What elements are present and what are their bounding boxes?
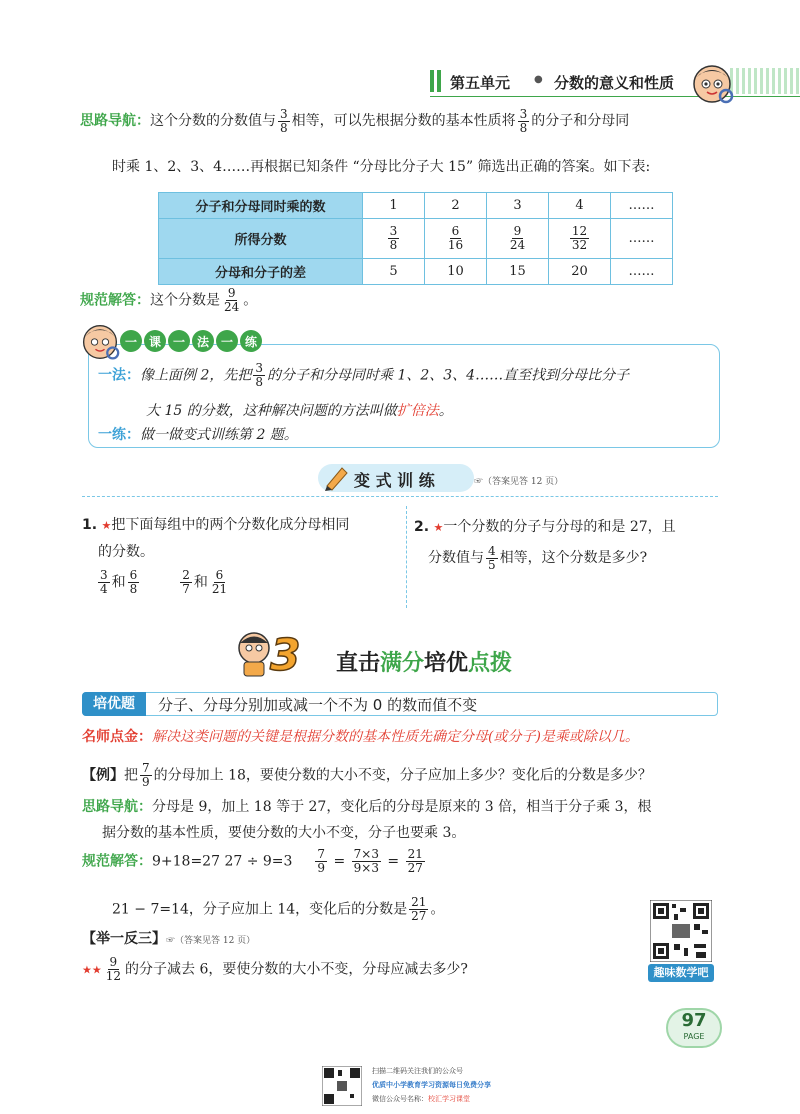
pencil-icon (322, 462, 352, 492)
footer-line-1: 扫描二维码关注我们的公众号 (372, 1067, 463, 1075)
header-title: 分数的意义和性质 (554, 74, 675, 92)
page-number: 97 (681, 1010, 707, 1031)
answer-line-2: 规范解答：9+18=27 27 ÷ 9=3 $\frac{7}{9}$ = $\frac{7\times 3}{9\times 3}$ = $\frac{21}{27}$ (82, 847, 423, 875)
footer-qr-icon (322, 1066, 362, 1106)
table-row: 所得分数 $\frac{3}{8}$ $\frac{6}{16}$ $\frac{9}{24}$ $\frac{12}{32}$ …… (159, 219, 673, 259)
header-underline (430, 96, 800, 97)
header-dot: ● (534, 74, 543, 85)
mascot-icon (690, 62, 734, 106)
footer-line-3: 微信公众号名称：校汇学习课堂 (372, 1095, 470, 1103)
example-line: 【例】把 $\frac{7}{9}$ 的分母加上 18，要使分数的大小不变，分子应加上多少？变化后的分数是多少？ (82, 761, 652, 789)
fraction: $\frac{3}{8}$ (280, 106, 288, 135)
variant-divider (406, 506, 407, 608)
lesson-fa-line-1: 一法：像上面例 2，先把 $\frac{3}{8}$ 的分子和分母同时乘 1、2、3、4……直至找到分母比分子 (98, 361, 630, 389)
header-pattern (730, 68, 800, 94)
fraction: $\frac{3}{8}$ (519, 106, 528, 135)
section-title: 直击满分培优点拨 (336, 651, 513, 676)
variant-rule (82, 496, 718, 497)
question-1: 1. ★把下面每组中的两个分数化成分母相同 的分数。 $\frac{3}{4}$ 和 $\frac{6}{8}$ $\frac{2}{7}$ 和 $\frac{6}{21}$ (82, 517, 350, 596)
nav-label: 思路导航： (80, 113, 150, 129)
multiply-table (158, 192, 673, 285)
lesson-fa-line-2: 大 15 的分数，这种解决问题的方法叫做扩倍法。 (146, 403, 453, 419)
peiyou-title: 分子、分母分别加或减一个不为 0 的数而值不变 (158, 696, 478, 714)
nav-line-2: 时乘 1、2、3、4……再根据已知条件 “分母比分子大 15” 筛选出正确的答案。如下表: (112, 159, 651, 175)
table-row: 分子和分母同时乘的数 1 2 3 4 …… (159, 193, 673, 219)
question-2: 2. ★一个分数的分子与分母的和是 27，且 分数值与 $\frac{4}{5}$ 相等，这个分数是多少? (414, 519, 676, 572)
lesson-lian-line: 一练：做一做变式训练第 2 题。 (98, 427, 298, 443)
page-word: PAGE (683, 1032, 705, 1041)
variant-note: ☞（答案见答 12 页） (474, 477, 564, 487)
table-row: 分母和分子的差 5 10 15 20 …… (159, 259, 673, 285)
header-stripe (430, 70, 434, 92)
nav-2: 思路导航：分母是 9，加上 18 等于 27，变化后的分母是原来的 3 倍，相当于分子乘 3，根 据分数的基本性质，要使分数的大小不变，分子也要乘 3。 (82, 799, 652, 841)
juyi-question: ★★ $\frac{9}{12}$ 的分子减去 6，要使分数的大小不变，分母应减去多少? (82, 955, 468, 983)
section-number: 3 (270, 630, 301, 681)
header-stripe (437, 70, 441, 92)
lesson-badge: 一 课 一 法 一 练 (120, 330, 262, 352)
juyi-heading: 【举一反三】☞（答案见答 12 页） (82, 931, 256, 947)
qr-caption: 趣味数学吧 (648, 964, 714, 982)
nav-line-1: 思路导航：这个分数的分数值与 $\frac{3}{8}$ 相等，可以先根据分数的基本性质将 $\frac{3}{8}$ 的分子和分母同 (80, 106, 630, 135)
answer-line-1: 规范解答：这个分数是 $\frac{9}{24}$ 。 (80, 286, 258, 314)
tip-line: 名师点金：解决这类问题的关键是根据分数的基本性质先确定分母(或分子)是乘或除以几。 (82, 729, 639, 745)
mascot-icon (80, 322, 120, 362)
answer-line-3: 21 − 7=14，分子应加上 14，变化后的分数是 $\frac{21}{27}$ 。 (112, 895, 445, 923)
peiyou-badge: 培优题 (82, 692, 146, 716)
qr-code-icon (650, 900, 712, 962)
header-unit: 第五单元 (450, 74, 511, 92)
footer-line-2: 优质中小学教育学习资源每日免费分享 (372, 1081, 491, 1089)
variant-title: 变 式 训 练 (354, 471, 435, 490)
